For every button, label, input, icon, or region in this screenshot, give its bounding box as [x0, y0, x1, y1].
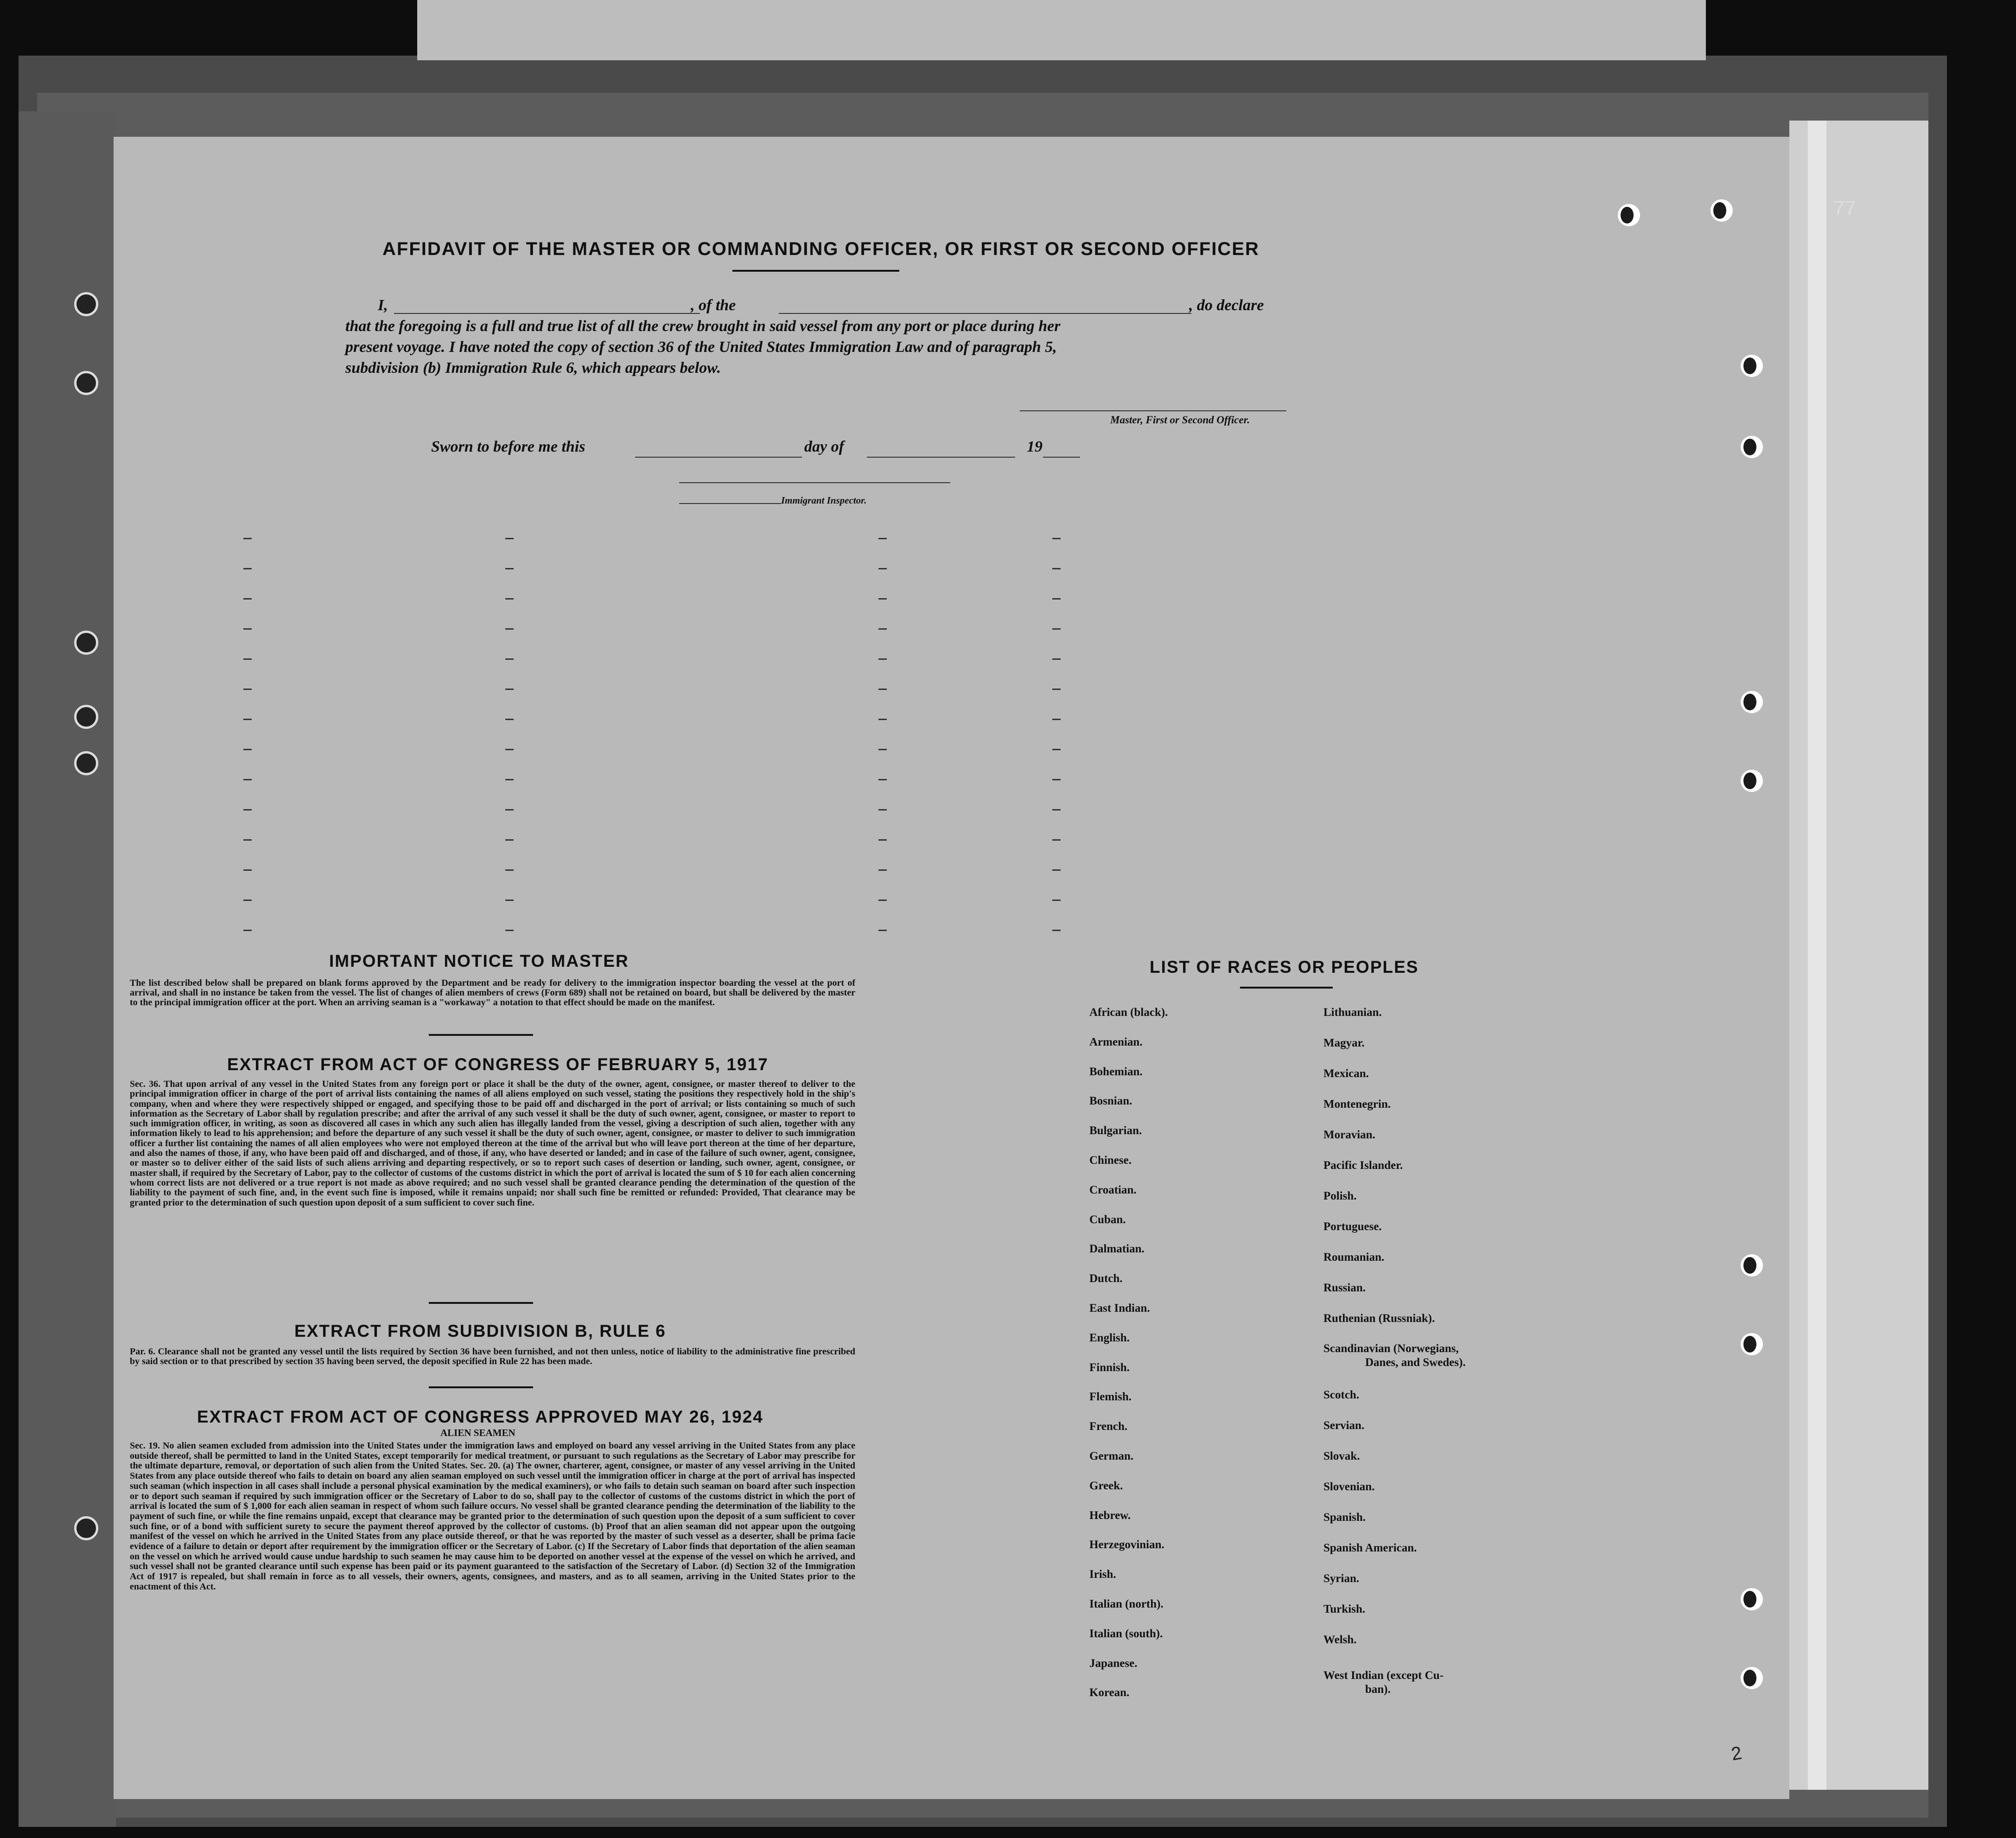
- race-item: Montenegrin.: [1323, 1098, 1391, 1110]
- race-item: Ruthenian (Russniak).: [1323, 1312, 1435, 1325]
- race-item: ban).: [1365, 1683, 1391, 1696]
- race-item: Russian.: [1323, 1282, 1366, 1294]
- blank-entry-dash: [243, 689, 252, 690]
- race-item: African (black).: [1089, 1006, 1168, 1019]
- blank-entry-dash: [878, 538, 887, 539]
- blank-entry-dash: [243, 749, 252, 750]
- blank-entry-dash: [243, 869, 252, 871]
- name-blank-line: [394, 313, 700, 314]
- title-underline: [732, 270, 899, 272]
- blank-entry-dash: [1052, 568, 1061, 569]
- year-prefix: 19: [1027, 438, 1043, 455]
- blank-entry-dash: [505, 809, 514, 811]
- subdivision-rule: [429, 1386, 533, 1388]
- blank-entry-dash: [505, 779, 514, 780]
- race-item: Welsh.: [1323, 1634, 1357, 1646]
- blank-entry-dash: [878, 809, 887, 811]
- race-item: Magyar.: [1323, 1037, 1365, 1049]
- blank-entry-dash: [1052, 658, 1061, 660]
- year-blank-line: [1043, 457, 1080, 458]
- blank-entry-dash: [505, 869, 514, 871]
- race-item: Spanish American.: [1323, 1542, 1417, 1554]
- race-item: Cuban.: [1089, 1213, 1126, 1226]
- race-item: Roumanian.: [1323, 1251, 1385, 1264]
- races-title: LIST OF RACES OR PEOPLES: [1150, 957, 1419, 976]
- blank-entry-dash: [505, 839, 514, 841]
- race-item: Bohemian.: [1089, 1065, 1143, 1078]
- extract-1917-body: Sec. 36. That upon arrival of any vessel in the United States from any foreign port or place it shall be the duty of the owner, agent, consignee, or master thereof to deliver to the principal immigration officer in charge of the port of arrival lists containing the names of all aliens employed on such vessel, stating the positions they respectively hold in the ship's company, when and where they were respectively shipped or engaged, and specifying those to be paid off and discharged in the port of arrival; or lists containing so much of such information as the Secretary of Labor shall by regulation prescribe; and after the arrival of any such vessel it shall be the duty of such owner, agent, consignee, or master to report to such immigration officer, in writing, as soon as discovered all cases in which any such alien has illegally landed from the vessel, giving a description of such alien, together with any information likely to lead to his apprehension; and before the departure of any such vessel it shall be the duty of such owner, agent, consignee, or master to deliver to such immigration officer a further list containing the names of all alien employees who were not employed thereon at the time of the arrival but who will leave port thereon at the time of her departure, and also the names of those, if any, who have been paid off and discharged, and of those, if any, who have deserted or landed; and in case of the failure of such owner, agent, consignee, or master so to deliver either of the said lists of such aliens arriving and departing respectively, or so to report such cases of desertion or landing, such owner, agent, consignee, or master shall, if required by the Secretary of Labor, pay to the collector of customs of the customs district in which the port of arrival is located the sum of $ 10 for each alien concerning whom correct lists are not delivered or a true report is not made as above required; and no such vessel shall be granted clearance pending the determination of the question of the liability to the payment of such fine, and, in the event such fine is imposed, while it remains unpaid; nor shall such fine be remitted or refunded: Provided, That clearance may be granted prior to the determination of such question upon deposit of a sum sufficient to cover such fine.: [130, 1079, 855, 1208]
- race-item: Armenian.: [1089, 1035, 1143, 1048]
- blank-entry-dash: [243, 809, 252, 811]
- blank-entry-dash: [1052, 598, 1061, 600]
- race-item: Syrian.: [1323, 1572, 1360, 1585]
- affidavit-i: I,: [378, 297, 388, 314]
- race-item: Slovak.: [1323, 1450, 1360, 1462]
- blank-entry-dash: [1052, 749, 1061, 750]
- notice-rule: [429, 1034, 533, 1036]
- race-item: Croatian.: [1089, 1183, 1137, 1196]
- punch-hole: [1741, 355, 1763, 377]
- blank-entry-dash: [243, 628, 252, 630]
- race-item: Spanish.: [1323, 1511, 1366, 1524]
- notice-body: The list described below shall be prepared on blank forms approved by the Department and be ready for delivery to the immigration inspector boarding the vessel at the port of arrival, and shall in no instance be taken from the vessel. The list of changes of alien members of crews (Form 689) shall not be retained on board, but shall be delivered by the master to the principal immigration officer at the port. When an arriving seaman is a "workaway" a notation to that effect should be made on the manifest.: [130, 978, 855, 1008]
- blank-entry-dash: [878, 869, 887, 871]
- race-item: Moravian.: [1323, 1129, 1375, 1141]
- punch-hole: [1741, 691, 1763, 713]
- race-item: Polish.: [1323, 1190, 1357, 1202]
- day-of-text: day of: [804, 438, 844, 455]
- races-title-underline: [1240, 987, 1333, 989]
- punch-hole: [1741, 1254, 1763, 1276]
- race-item: Irish.: [1089, 1568, 1116, 1581]
- race-item: Scandinavian (Norwegians,: [1323, 1342, 1459, 1355]
- blank-entry-dash: [243, 568, 252, 569]
- blank-entry-dash: [878, 689, 887, 690]
- signature-caption: Master, First or Second Officer.: [1110, 414, 1250, 426]
- race-item: Dutch.: [1089, 1272, 1123, 1285]
- blank-entry-dash: [243, 839, 252, 841]
- blank-entry-dash: [505, 568, 514, 569]
- race-item: Flemish.: [1089, 1391, 1132, 1404]
- race-item: Portuguese.: [1323, 1220, 1382, 1233]
- binder-ring: [74, 292, 98, 316]
- blank-entry-dash: [243, 779, 252, 780]
- punch-hole: [1741, 1667, 1763, 1689]
- affidavit-title: AFFIDAVIT OF THE MASTER OR COMMANDING OFFICER, OR FIRST OR SECOND OFFICER: [382, 239, 1259, 259]
- blank-entry-dash: [878, 658, 887, 660]
- blank-entry-dash: [505, 900, 514, 901]
- race-item: German.: [1089, 1450, 1134, 1462]
- blank-entry-dash: [1052, 930, 1061, 931]
- extract-1917-rule: [429, 1302, 533, 1304]
- blank-entry-dash: [878, 719, 887, 720]
- corner-handwritten-mark: 2: [1730, 1742, 1743, 1765]
- notice-title: IMPORTANT NOTICE TO MASTER: [329, 951, 629, 970]
- race-item: Danes, and Swedes).: [1365, 1356, 1466, 1369]
- blank-entry-dash: [505, 749, 514, 750]
- binder-ring: [74, 1516, 98, 1540]
- blank-entry-dash: [505, 598, 514, 600]
- page-number: 77: [1833, 197, 1856, 220]
- punch-hole: [1741, 1333, 1763, 1355]
- race-item: West Indian (except Cu-: [1323, 1669, 1444, 1682]
- blank-entry-dash: [243, 930, 252, 931]
- inspector-name-line: [679, 503, 781, 504]
- affidavit-line4: subdivision (b) Immigration Rule 6, which appears below.: [345, 359, 721, 377]
- left-binding-strip: [19, 111, 116, 1827]
- punch-hole: [1741, 436, 1763, 458]
- blank-entry-dash: [878, 568, 887, 569]
- race-item: English.: [1089, 1331, 1130, 1344]
- subdivision-body: Par. 6. Clearance shall not be granted any vessel until the lists required by Section 36 have been furnished, and not then unless, notice of liability to the administrative fine prescribed by said section or to that prescribed by section 35 having been served, the deposit specified in Rule 22 has been made.: [130, 1347, 855, 1366]
- signature-line: [1020, 410, 1286, 411]
- race-item: Chinese.: [1089, 1154, 1132, 1167]
- punch-hole: [1618, 204, 1640, 226]
- blank-entry-dash: [878, 900, 887, 901]
- race-item: Slovenian.: [1323, 1481, 1375, 1493]
- race-item: Dalmatian.: [1089, 1243, 1145, 1256]
- blank-entry-dash: [1052, 839, 1061, 841]
- month-blank-line: [867, 457, 1015, 458]
- blank-entry-dash: [1052, 900, 1061, 901]
- binder-ring: [74, 371, 98, 395]
- blank-entry-dash: [1052, 689, 1061, 690]
- blank-entry-dash: [1052, 869, 1061, 871]
- affidavit-line2: that the foregoing is a full and true list of all the crew brought in said vessel from any port or place during her: [345, 318, 1061, 335]
- extract-1924-body: Sec. 19. No alien seamen excluded from admission into the United States under the immigration laws and employed on board any vessel arriving in the United States from any place outside thereof, shall be permitted to land in the United States, except temporarily for medical treatment, or pursuant to such regulations as the Secretary of Labor may prescribe for the ultimate departure, removal, or deportation of such alien from the United States. Sec. 20. (a) The owner, charterer, agent, consignee, or master of any vessel arriving in the United States from any place outside thereof who fails to detain on board any alien seaman employed on such vessel until the immigration officer in charge at the port of arrival has inspected such seaman (which inspection in all cases shall include a personal physical examination by the medical examiners), or who fails to detain such seaman on board after such inspection or to deport such seaman if required by such immigration officer or the Secretary of Labor to do so, shall pay to the collector of customs of the customs district in which the port of arrival is located the sum of $ 1,000 for each alien seaman in respect of whom such failure occurs. No vessel shall be granted clearance pending the determination of the liability to the payment of such fine, or while the fine remains unpaid, except that clearance may be granted prior to the determination of such question upon the deposit of a sum sufficient to cover such fine, or of a bond with sufficient surety to secure the payment thereof approved by the collector of customs. (b) Proof that an alien seaman did not appear upon the outgoing manifest of the vessel on which he arrived in the United States from any place outside thereof, or that he was reported by the master of such vessel as a deserter, shall be prima facie evidence of a failure to detain or deport after requirement by the immigration officer or the Secretary of Labor. (c) If the Secretary of Labor finds that deportation of the alien seaman on the vessel on which he arrived would cause undue hardship to such seamen he may cause him to be deported on another vessel at the expense of the vessel on which he arrived, and such vessel shall not be granted clearance until such expense has been paid or its payment guaranteed to the satisfaction of the Secretary of Labor. (d) Section 32 of the Immigration Act of 1917 is repealed, but shall remain in force as to all vessels, their owners, agents, consignees, and masters, and as to all seamen, arriving in the United States prior to the enactment of this Act.: [130, 1441, 855, 1592]
- blank-entry-dash: [505, 689, 514, 690]
- binder-ring: [74, 631, 98, 655]
- blank-entry-dash: [1052, 809, 1061, 811]
- affidavit-of-the: , of the: [691, 297, 736, 314]
- blank-entry-dash: [243, 598, 252, 600]
- blank-entry-dash: [243, 719, 252, 720]
- binder-ring: [74, 751, 98, 775]
- race-item: Turkish.: [1323, 1603, 1366, 1615]
- blank-entry-dash: [505, 538, 514, 539]
- blank-entry-dash: [243, 538, 252, 539]
- blank-entry-dash: [505, 628, 514, 630]
- subdivision-title: EXTRACT FROM SUBDIVISION B, RULE 6: [294, 1321, 666, 1340]
- blank-entry-dash: [878, 598, 887, 600]
- binder-ring: [74, 705, 98, 729]
- race-item: Scotch.: [1323, 1389, 1360, 1401]
- affidavit-declare: , do declare: [1189, 297, 1264, 314]
- race-item: Pacific Islander.: [1323, 1159, 1403, 1172]
- top-page-edge: [417, 0, 1706, 60]
- punch-hole: [1711, 199, 1733, 222]
- blank-entry-dash: [1052, 628, 1061, 630]
- inspector-caption: Immigrant Inspector.: [781, 495, 867, 506]
- blank-entry-dash: [505, 719, 514, 720]
- blank-entry-dash: [243, 658, 252, 660]
- race-item: Hebrew.: [1089, 1509, 1131, 1522]
- blank-entry-dash: [1052, 538, 1061, 539]
- blank-entry-dash: [878, 749, 887, 750]
- punch-hole: [1741, 1588, 1763, 1610]
- affidavit-line3: present voyage. I have noted the copy of section 36 of the United States Immigration Law and of paragraph 5,: [345, 338, 1057, 356]
- race-item: Herzegovinian.: [1089, 1538, 1164, 1551]
- race-item: Servian.: [1323, 1419, 1365, 1432]
- race-item: Greek.: [1089, 1479, 1123, 1492]
- sworn-text: Sworn to before me this: [431, 438, 585, 455]
- blank-entry-dash: [1052, 719, 1061, 720]
- race-item: Italian (south).: [1089, 1627, 1163, 1640]
- race-item: East Indian.: [1089, 1302, 1150, 1315]
- race-item: Korean.: [1089, 1686, 1130, 1699]
- race-item: Italian (north).: [1089, 1598, 1164, 1610]
- day-blank-line: [635, 457, 802, 458]
- right-page-edge-highlight: [1808, 121, 1826, 1790]
- race-item: Lithuanian.: [1323, 1006, 1382, 1019]
- blank-entry-dash: [878, 930, 887, 931]
- race-item: Bulgarian.: [1089, 1124, 1142, 1137]
- blank-entry-dash: [878, 839, 887, 841]
- extract-1917-title: EXTRACT FROM ACT OF CONGRESS OF FEBRUARY 5, 1917: [227, 1055, 769, 1074]
- blank-entry-dash: [243, 900, 252, 901]
- race-item: French.: [1089, 1420, 1128, 1433]
- race-item: Mexican.: [1323, 1067, 1369, 1080]
- blank-entry-dash: [1052, 779, 1061, 780]
- race-item: Bosnian.: [1089, 1095, 1132, 1108]
- blank-entry-dash: [878, 628, 887, 630]
- race-item: Japanese.: [1089, 1657, 1138, 1670]
- extract-1924-subtitle: ALIEN SEAMEN: [440, 1427, 515, 1438]
- punch-hole: [1741, 770, 1763, 792]
- vessel-blank-line: [779, 313, 1191, 314]
- blank-entry-dash: [505, 930, 514, 931]
- inspector-signature-line: [679, 482, 950, 483]
- blank-entry-dash: [878, 779, 887, 780]
- extract-1924-title: EXTRACT FROM ACT OF CONGRESS APPROVED MAY 26, 1924: [197, 1407, 763, 1426]
- race-item: Finnish.: [1089, 1361, 1130, 1374]
- blank-entry-dash: [505, 658, 514, 660]
